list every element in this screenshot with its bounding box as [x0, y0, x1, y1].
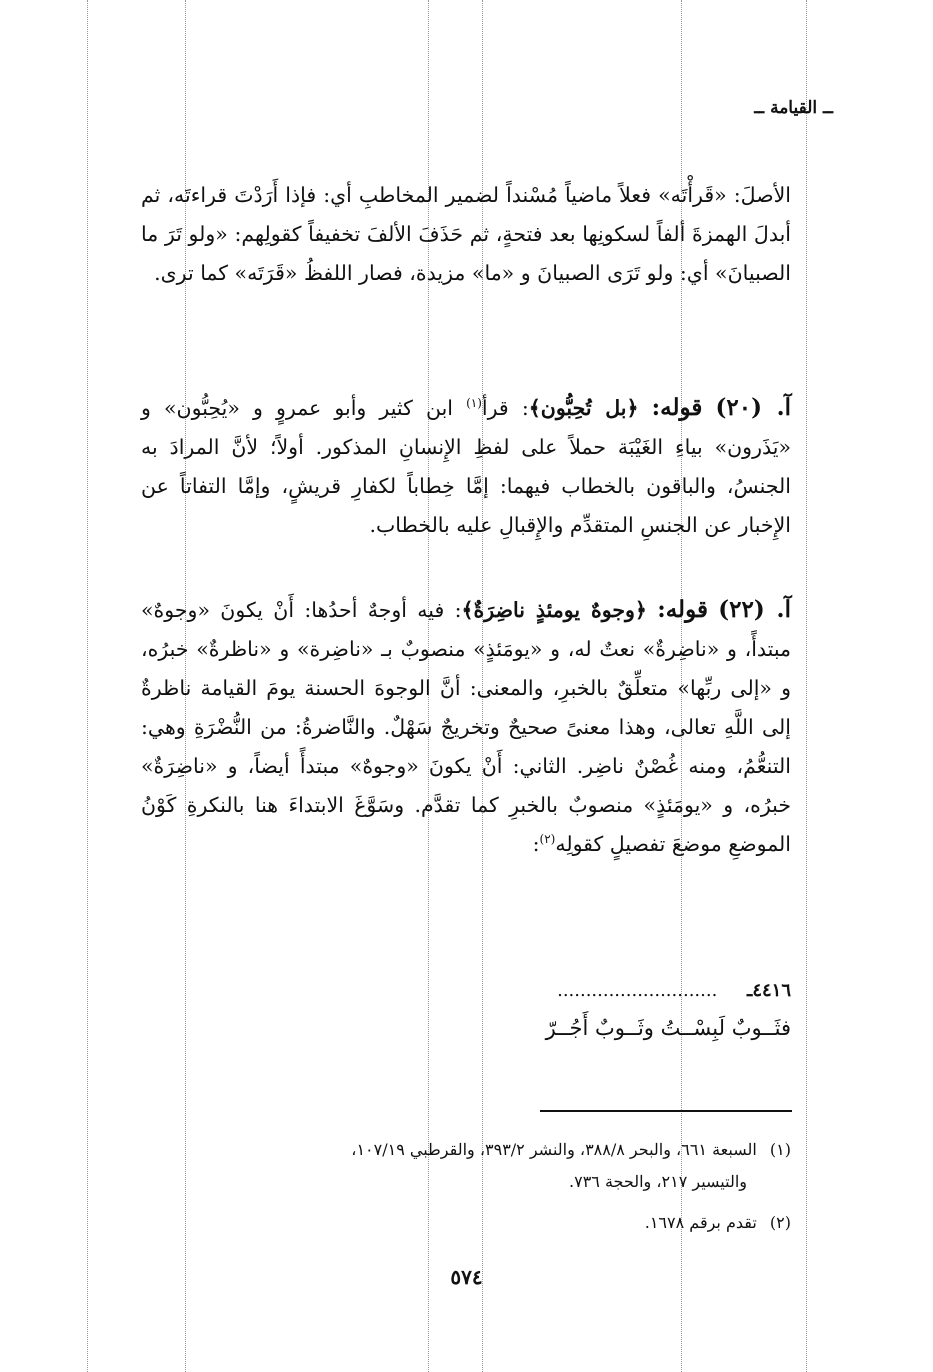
qawluhu-label: قوله:	[657, 596, 708, 623]
entry-number: ٤٤١٦ـ	[747, 980, 791, 1001]
entry-dots: ............................	[557, 980, 718, 1001]
qawluhu-label: قوله:	[651, 394, 703, 421]
poetry-verse: فثَــوبٌ لَبِسْــتُ وثَــوبٌ أَجُــرّ	[545, 1016, 791, 1040]
footnote-2	[141, 1207, 791, 1239]
footnote-ref: (١)	[466, 396, 482, 411]
footnote-text: تقدم برقم ١٦٧٨.	[644, 1213, 757, 1232]
paragraph-continuation: الأصلَ: «قَرأْتَه» فعلاً ماضياً مُسْنداً لضمير المخاطبِ أي: فإذا أَرَدْتَ قراءتَه، ثم أبدلَ الهمزةَ ألفاً لسكونِها بعد فتحةٍ، ثم حَذَفَ الألفَ تخفيفاً كقولِهم: «ولو تَرَ ما الصبيانَ» أي: ولو تَرَى الصبيانَ و «ما» مزيدة، فصار اللفظُ «قَرَتَه» كما ترى.	[141, 183, 791, 285]
paragraph-verse-22	[141, 590, 791, 864]
page-number: ٥٧٤	[450, 1265, 483, 1289]
footnote-mark: (١)	[769, 1140, 791, 1159]
quran-verse: ﴿وجوهٌ يومئذٍ ناضِرَةٌ﴾	[461, 598, 647, 622]
poetry-entry	[141, 980, 791, 1001]
running-header: ــ القيامة ــ	[754, 98, 833, 118]
footnote-text: السبعة ٦٦١، والبحر ٣٨٨/٨، والنشر ٣٩٣/٢، والقرطبي ١٠٧/١٩،	[351, 1140, 757, 1159]
footnote-1	[141, 1134, 791, 1198]
paragraph-verse-20	[141, 388, 791, 545]
paragraph-text: : فيه أوجهٌ أحدُها: أَنْ يكونَ «وجوهٌ» مبتدأً، و «ناضِرةٌ» نعتٌ له، و «يومَئذٍ» منصوبٌ بـ «ناضِرة» و «ناظرةٌ» خبرُه، و «إلى ربِّها» متعلِّقٌ بالخبرِ، والمعنى: أنَّ الوجوهَ الحسنة يومَ القيامة ناظرةٌ إلى اللَّهِ تعالى، وهذا معنىً صحيحٌ وتخريجٌ سَهْلٌ. والنَّاضرةُ: من النُّضْرَةِ وهي: التنعُّمُ، ومنه غُصْنٌ ناضِر. الثاني: أَنْ يكونَ «وجوهٌ» مبتدأً أيضاً، و «ناضِرَةٌ» خبرُه، و «يومَئذٍ» منصوبٌ بالخبرِ كما تقدَّم. وسَوَّغَ الابتداءَ هنا بالنكرةِ كَوْنُ الموضعِ موضعَ تفصيلٍ كقولِه	[141, 598, 791, 856]
verse-number: آ. (٢٢)	[718, 596, 791, 623]
footnote-text-continued: والتيسير ٢١٧، والحجة ٧٣٦.	[569, 1172, 747, 1191]
footnote-ref: (٢)	[539, 832, 556, 847]
paragraph-text: :	[532, 832, 540, 856]
paragraph-text: : قرأ	[481, 396, 529, 420]
footnote-mark: (٢)	[769, 1213, 791, 1232]
footnote-divider	[540, 1110, 792, 1112]
paragraph-text: ابن كثير وأبو عمروٍ و «يُحِبُّون» و «يَذَرون» بياءِ الغَيْبَة حملاً على لفظِ الإِنسانِ المذكور. أولاً؛ لأنَّ المرادَ به الجنسُ، والباقون بالخطاب فيهما: إمَّا خِطاباً لكفارِ قريشٍ، وإمَّا التفاتاً عن الإِخبار عن الجنسِ المتقدِّم والإِقبالِ عليه بالخطاب.	[141, 396, 791, 537]
quran-verse: ﴿بل تُحِبُّون﴾	[528, 396, 639, 420]
verse-number: آ. (٢٠)	[715, 394, 791, 421]
